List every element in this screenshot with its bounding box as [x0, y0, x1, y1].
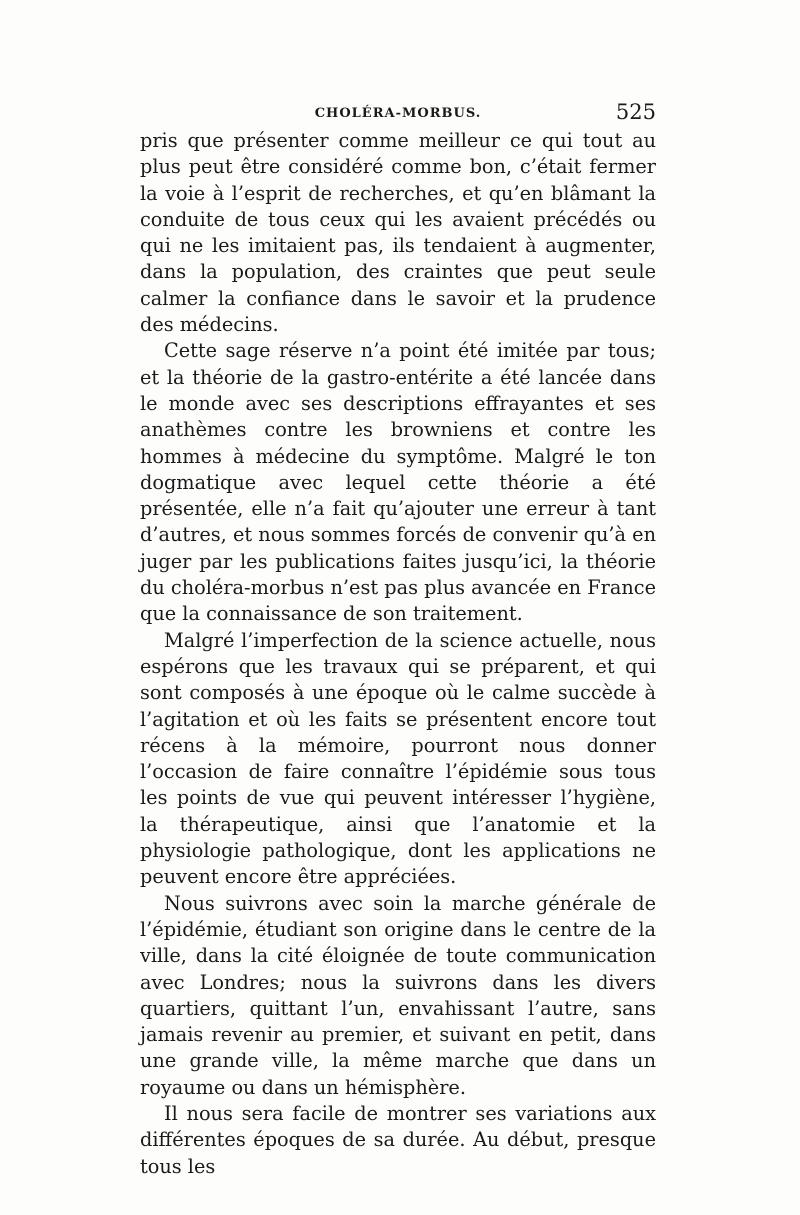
running-title: CHOLÉRA-MORBUS. [314, 106, 482, 121]
paragraph: Cette sage réserve n’a point été imitée par tous; et la théorie de la gastro-entérite a été lancée dans le monde avec ses descriptions effrayantes et ses anathèmes contre les browniens et contre les hommes à médecine du symptôme. Malgré le ton dogmatique avec lequel cette théorie a été présentée, elle n’a fait qu’ajouter une erreur à tant d’autres, et nous sommes forcés de convenir qu’à en juger par les publications faites jusqu’ici, la théorie du choléra-morbus n’est pas plus avancée en France que la connaissance de son traitement. [140, 339, 656, 626]
body-text [140, 128, 656, 1180]
paragraph: Nous suivrons avec soin la marche générale de l’épidémie, étudiant son origine dans le centre de la ville, dans la cité éloignée de toute communication avec Londres; nous la suivrons dans les divers quartiers, quittant l’un, envahissant l’autre, sans jamais revenir au premier, et suivant en petit, dans une grande ville, la même marche que dans un royaume ou dans un hémisphère. [140, 891, 656, 1099]
paragraph: Malgré l’imperfection de la science actuelle, nous espérons que les travaux qui se préparent, et qui sont composés à une époque où le calme succède à l’agitation et où les faits se présentent encore tout récens à la mémoire, pourront nous donner l’occasion de faire connaître l’épidémie sous tous les points de vue qui peuvent intéresser l’hygiène, la thérapeutique, ainsi que l’anatomie et la physiologie pathologique, dont les applications ne peuvent encore être appréciées. [140, 628, 656, 889]
page-header [140, 100, 656, 130]
paragraph-continued: pris que présenter comme meilleur ce qui tout au plus peut être considéré comme bon, c’était fermer la voie à l’esprit de recherches, et qu’en blâmant la conduite de tous ceux qui les avaient précédés ou qui ne les imitaient pas, ils tendaient à augmenter, dans la population, des craintes que peut seule calmer la confiance dans le savoir et la prudence des médecins. [140, 129, 656, 337]
page-number: 525 [615, 100, 656, 124]
paragraph: Il nous sera facile de montrer ses variations aux différentes époques de sa durée. Au début, presque tous les [140, 1101, 656, 1178]
